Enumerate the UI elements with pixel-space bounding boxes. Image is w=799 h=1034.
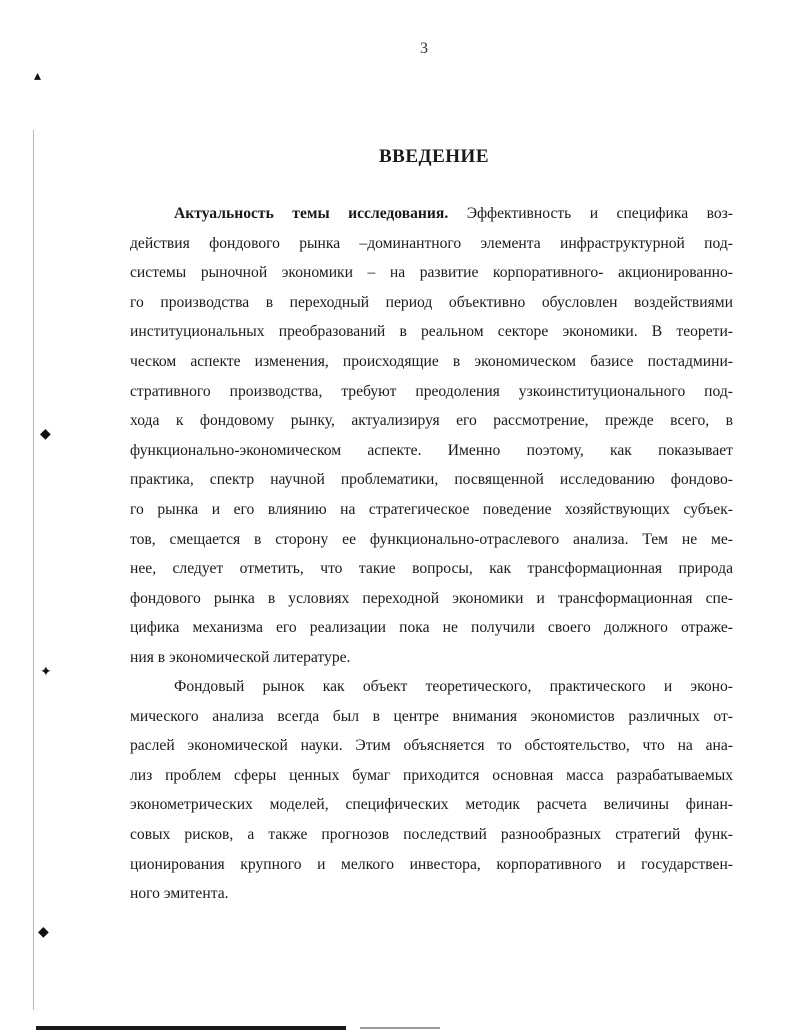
paragraph-line: [130, 199, 733, 229]
paragraph-line: Фондовый рынок как объект теоретического, практического и эконо-: [174, 678, 733, 695]
paragraph-line: ческом аспекте изменения, происходящие в экономическом базисе постадмини-: [130, 352, 733, 370]
paragraph-line: раслей экономической науки. Этим объясняется то обстоятельство, что на ана-: [130, 737, 733, 755]
scan-bottom-edge-faint: [360, 1027, 440, 1029]
paragraph-line: ционирования крупного и мелкого инвестора, корпоративного и государствен-: [130, 855, 733, 873]
paragraph-lead: Актуальность темы исследования.: [174, 205, 449, 222]
paragraph-stock-market: [130, 672, 733, 909]
scan-margin-line: [33, 130, 34, 1010]
paragraph-line: действия фондового рынка –доминантного элемента инфраструктурной под-: [130, 234, 733, 252]
paragraph-line: лиз проблем сферы ценных бумаг приходится основная масса разрабатываемых: [130, 766, 733, 784]
paragraph-relevance: [130, 199, 733, 673]
page-number: 3: [420, 40, 428, 57]
paragraph-line: ного эмитента.: [130, 885, 229, 903]
paragraph-line: совых рисков, а также прогнозов последствий разнообразных стратегий функ-: [130, 825, 733, 843]
paragraph-line: го рынка и его влиянию на стратегическое поведение хозяйствующих субъек-: [130, 500, 733, 518]
scan-margin-mark: ▴: [34, 69, 42, 84]
paragraph-line: тов, смещается в сторону ее функционально-отраслевого анализа. Тем не ме-: [130, 530, 733, 548]
paragraph-line: институциональных преобразований в реальном секторе экономики. В теорети-: [130, 323, 733, 341]
paragraph-line: стративного производства, требуют преодоления узкоинституционального под-: [130, 382, 733, 400]
paragraph-line: ния в экономической литературе.: [130, 648, 351, 666]
paragraph-line: функционально-экономическом аспекте. Именно поэтому, как показывает: [130, 441, 733, 459]
scan-margin-mark: ◆: [40, 427, 51, 442]
scan-margin-mark: ✦: [40, 665, 52, 680]
paragraph-line: го производства в переходный период объективно обусловлен воздействиями: [130, 293, 733, 311]
page-title: ВВЕДЕНИЕ: [379, 146, 489, 167]
paragraph-line: эконометрических моделей, специфических методик расчета величины финан-: [130, 796, 733, 814]
paragraph-line: хода к фондовому рынку, актуализируя его рассмотрение, прежде всего, в: [130, 412, 733, 430]
scan-bottom-edge: [36, 1026, 346, 1030]
paragraph-line: мического анализа всегда был в центре внимания экономистов различных от-: [130, 707, 733, 725]
paragraph-line: цифика механизма его реализации пока не получили своего должного отраже-: [130, 619, 733, 637]
paragraph-line: системы рыночной экономики – на развитие корпоративного- акционированно-: [130, 264, 733, 282]
scan-margin-mark: ◆: [38, 925, 49, 940]
paragraph-line: фондового рынка в условиях переходной экономики и трансформационная спе-: [130, 589, 733, 607]
paragraph-line-text: Эффективность и специфика воз-: [448, 205, 733, 222]
paragraph-line: практика, спектр научной проблематики, посвященной исследованию фондово-: [130, 471, 733, 489]
paragraph-line: нее, следует отметить, что такие вопросы, как трансформационная природа: [130, 560, 733, 578]
